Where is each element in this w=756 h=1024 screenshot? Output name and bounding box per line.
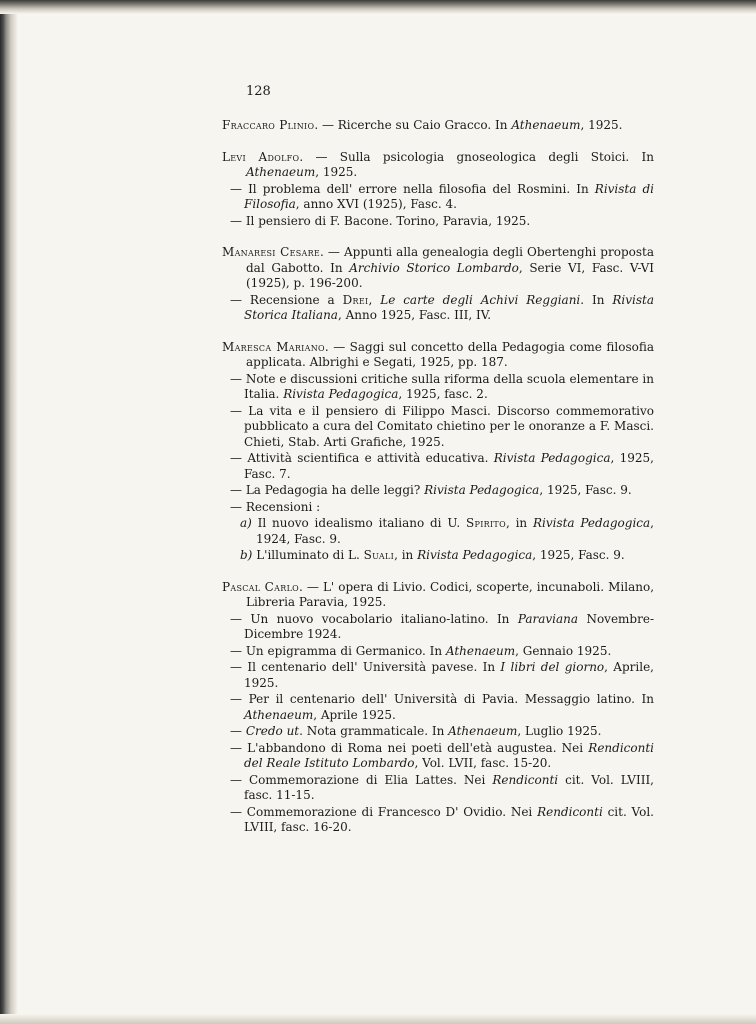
italic-title-text: Athenaeum [244, 707, 314, 722]
publication-item [222, 372, 654, 403]
italic-title-text: Rendiconti del Reale Istituto Lombardo [244, 740, 654, 770]
italic-title-text: Rivista Pedagogica [424, 483, 540, 497]
publication-item [222, 500, 654, 516]
citation-text: — Commemorazione di Francesco D' Ovidio. Nei [230, 804, 538, 819]
publication-item [222, 293, 654, 324]
citation-text: L'illuminato di L. [256, 548, 364, 562]
citation-text: — Per il centenario dell' Università di Pavia. Messaggio latino. In [230, 692, 654, 706]
italic-title-text: Rendiconti [537, 804, 603, 819]
entry-heading [222, 245, 654, 292]
italic-title-text: Athenaeum [511, 118, 581, 132]
citation-text: , 1924, Fasc. 9. [256, 516, 654, 546]
publication-item [222, 404, 654, 451]
citation-text: — [230, 724, 246, 738]
review-item [222, 548, 654, 564]
author-name: Pascal Carlo [222, 579, 300, 594]
citation-text: — Recensione a [230, 292, 343, 307]
italic-title-text: Rivista Pedagogica [532, 516, 651, 530]
publication-item [222, 451, 654, 482]
citation-text: , Aprile, 1925. [244, 660, 654, 690]
bibliography-entry [222, 118, 654, 134]
citation-text: , anno XVI (1925), Fasc. 4. [295, 197, 457, 211]
citation-text: cit. Vol. LVIII, fasc. 11-15. [244, 772, 654, 802]
publication-item [222, 773, 654, 804]
italic-title-text: Archivio Storico Lombardo [349, 260, 519, 275]
citation-text: . — Appunti alla genealogia degli Obertenghi proposta dal Gabotto. In [246, 245, 654, 275]
italic-title-text: Rendiconti [492, 772, 559, 787]
bibliography-entry [222, 150, 654, 230]
citation-text: — La Pedagogia ha delle leggi? [230, 483, 425, 497]
publication-item [222, 805, 654, 836]
citation-text: — L'abbandono di Roma nei poeti dell'età augustea. Nei [230, 740, 589, 755]
publication-item [222, 644, 654, 660]
citation-text: — Il centenario dell' Università pavese. In [230, 660, 501, 674]
bibliography-entry [222, 340, 654, 564]
italic-title-text: Rivista Pedagogica [283, 387, 399, 401]
citation-text: , Aprile 1925. [313, 707, 396, 722]
citation-text: cit. Vol. LVIII, fasc. 16-20. [244, 804, 654, 834]
italic-title-text: b) [240, 548, 257, 562]
small-caps-name: Drei [342, 292, 369, 307]
small-caps-name: Spirito [465, 516, 506, 530]
citation-text: , in [505, 516, 533, 530]
publication-item [222, 214, 654, 230]
publication-item [222, 182, 654, 213]
citation-text: — Recensioni : [230, 499, 321, 514]
citation-text: , 1925, Fasc. 9. [539, 483, 632, 497]
italic-title-text: Athenaeum [445, 643, 516, 658]
citation-text: — Un epigramma di Germanico. In [230, 643, 446, 658]
author-name: Maresca Mariano [222, 339, 325, 354]
page-edge-shadow-top [0, 0, 756, 14]
entry-heading [222, 340, 654, 371]
citation-text: Il nuovo idealismo italiano di U. [257, 516, 466, 530]
citation-text: — Note e discussioni critiche sulla riforma della scuola elementare in Italia. [230, 371, 654, 401]
citation-text: , 1925. [580, 118, 623, 132]
citation-text: , 1925. [315, 165, 358, 179]
italic-title-text: Athenaeum [448, 724, 518, 738]
citation-text: , in [394, 548, 418, 562]
citation-text: , Vol. LVII, fasc. 15-20. [414, 756, 552, 770]
bibliography-list [222, 118, 654, 852]
publication-item [222, 660, 654, 691]
publication-item [222, 692, 654, 723]
italic-title-text: Rivista Pedagogica [493, 451, 611, 465]
citation-text: . — Saggi sul concetto della Pedagogia come filosofia applicata. Albrighi e Segati, 1925, pp. 187. [246, 339, 654, 369]
citation-text: . Nota grammaticale. In [299, 724, 449, 738]
italic-title-text: Athenaeum [246, 165, 316, 179]
italic-title-text: Credo ut [245, 724, 300, 738]
citation-text: . — Ricerche su Caio Gracco. In [314, 118, 512, 132]
publication-item [222, 612, 654, 643]
citation-text: , Gennaio 1925. [515, 643, 612, 658]
bibliography-entry [222, 580, 654, 836]
citation-text: , Luglio 1925. [517, 724, 602, 738]
italic-title-text: Paraviana [517, 611, 579, 626]
publication-item [222, 741, 654, 772]
italic-title-text: Rivista Pedagogica [417, 548, 533, 562]
small-caps-name: Suali [363, 548, 395, 562]
italic-title-text: Rivista Storica Italiana [244, 292, 654, 322]
bibliography-entry [222, 245, 654, 324]
entry-heading [222, 150, 654, 181]
author-name: Manaresi Cesare [222, 245, 321, 259]
citation-text: — Attività scientifica e attività educativa. [230, 451, 494, 465]
page-number: 128 [246, 84, 271, 99]
italic-title-text: I libri del giorno [500, 660, 605, 674]
entry-heading [222, 118, 654, 134]
author-name: Fraccaro Plinio [222, 118, 315, 132]
italic-title-text: a) [240, 516, 258, 530]
page-edge-shadow-left [0, 0, 18, 1024]
citation-text: , Serie VI, Fasc. V-VI (1925), p. 196-200. [246, 260, 654, 290]
page-edge-bottom [0, 1014, 756, 1024]
citation-text: — Il pensiero di F. Bacone. Torino, Paravia, 1925. [230, 213, 531, 228]
entry-heading [222, 580, 654, 611]
author-name: Levi Adolfo [222, 149, 300, 164]
citation-text: — Un nuovo vocabolario italiano-latino. In [230, 611, 518, 626]
publication-item [222, 724, 654, 740]
italic-title-text: Rivista di Filosofia [244, 181, 654, 211]
citation-text: , 1925, fasc. 2. [398, 387, 488, 401]
publication-item [222, 483, 654, 499]
citation-text: , 1925, Fasc. 9. [532, 548, 625, 562]
citation-text: , 1925, Fasc. 7. [244, 451, 654, 481]
review-item [222, 516, 654, 547]
citation-text: , Anno 1925, Fasc. III, IV. [337, 308, 492, 322]
citation-text: . — L' opera di Livio. Codici, scoperte, incunaboli. Milano, Libreria Paravia, 1925. [246, 579, 655, 609]
italic-title-text: Le carte degli Achivi Reggiani [380, 292, 581, 307]
citation-text: . — Sulla psicologia gnoseologica degli Stoici. In [299, 149, 654, 164]
citation-text: — La vita e il pensiero di Filippo Masci. Discorso commemorativo pubblicato a cura del Comitato chietino per le onoranze a F. Masci. Chieti, Stab. Arti Grafiche, 1925. [230, 403, 654, 449]
citation-text: — Commemorazione di Elia Lattes. Nei [230, 772, 493, 787]
citation-text: Novembre-Dicembre 1924. [244, 611, 655, 641]
citation-text: , [368, 292, 381, 307]
citation-text: — Il problema dell' errore nella filosofia del Rosmini. In [230, 181, 595, 196]
citation-text: . In [580, 292, 613, 307]
